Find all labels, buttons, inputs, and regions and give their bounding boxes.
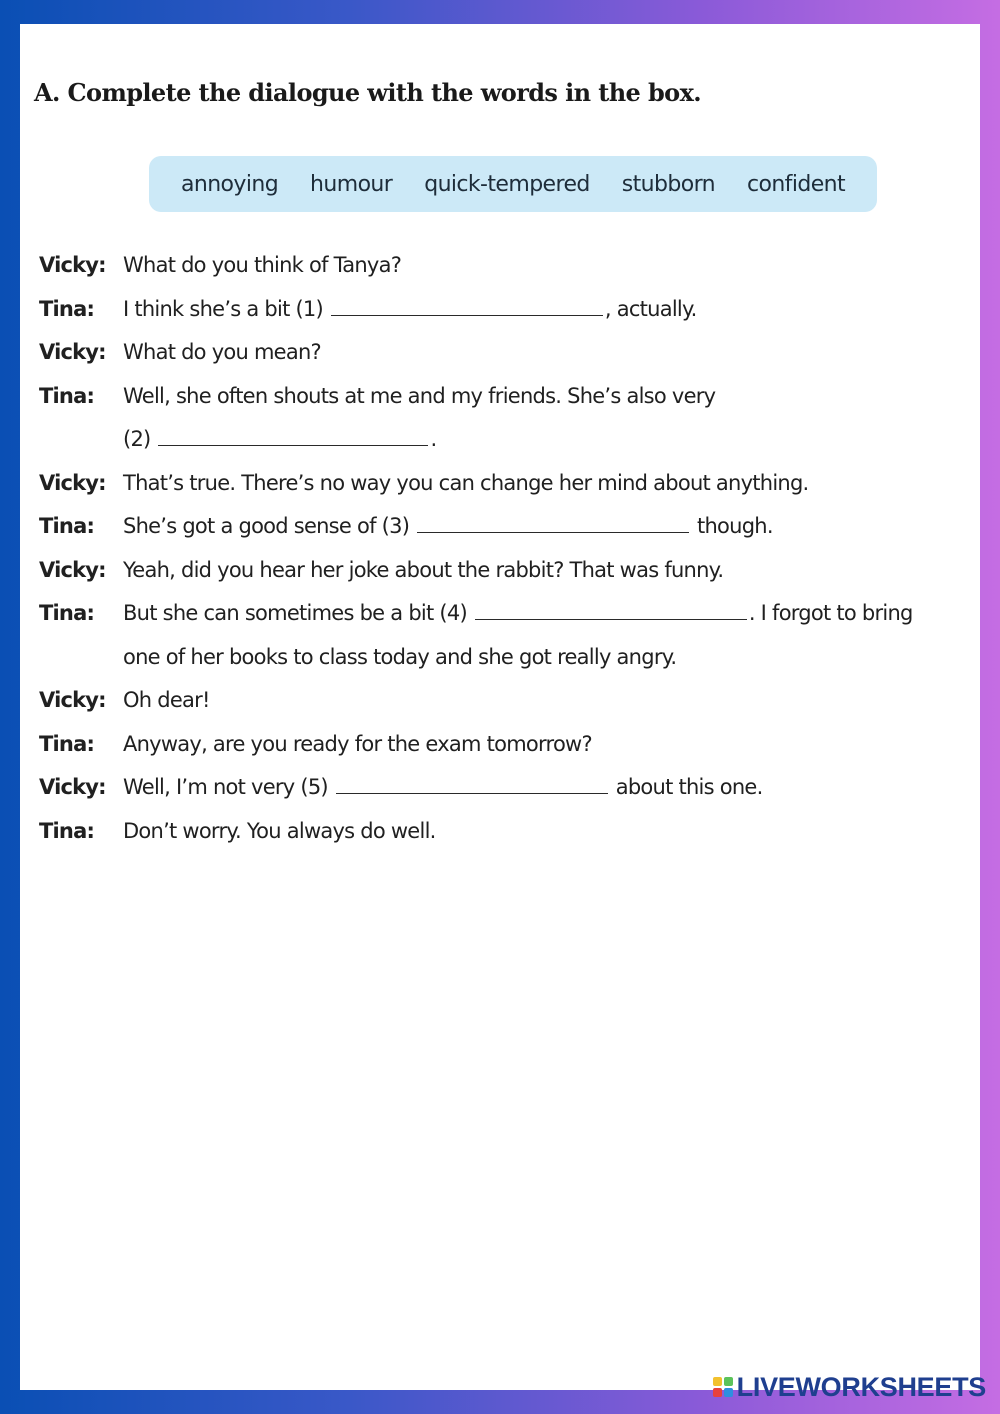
worksheet-page xyxy=(20,24,980,1390)
answer-blank-1[interactable] xyxy=(331,297,603,316)
dialogue-line xyxy=(39,592,969,636)
line-text: Yeah, did you hear her joke about the rabbit? That was funny. xyxy=(123,557,724,582)
line-text: I think she’s a bit (1) , actually. xyxy=(123,296,697,321)
line-text: Don’t worry. You always do well. xyxy=(123,818,436,843)
logo-text: LIVEWORKSHEETS xyxy=(736,1371,986,1402)
logo-square xyxy=(713,1388,722,1397)
logo-square xyxy=(724,1377,733,1386)
line-text: Anyway, are you ready for the exam tomorrow? xyxy=(123,731,592,756)
word-box xyxy=(149,156,877,212)
logo-square xyxy=(724,1388,733,1397)
word-box-item: humour xyxy=(310,171,393,197)
line-text: That’s true. There’s no way you can change her mind about anything. xyxy=(123,470,809,495)
answer-blank-4[interactable] xyxy=(475,601,747,620)
answer-blank-5[interactable] xyxy=(336,775,608,794)
dialogue-line xyxy=(39,810,969,854)
speaker-name: Tina: xyxy=(39,296,95,321)
speaker-name: Vicky: xyxy=(39,688,106,712)
word-box-item: annoying xyxy=(180,171,279,197)
exercise-title: A. Complete the dialogue with the words in the box. xyxy=(34,78,702,107)
speaker-name: Tina: xyxy=(39,514,95,538)
line-text: Well, I’m not very (5) about this one. xyxy=(123,775,763,799)
speaker-name: Tina: xyxy=(39,731,95,756)
dialogue-line xyxy=(39,288,969,332)
line-text: Well, she often shouts at me and my friends. She’s also very xyxy=(123,383,716,408)
dialogue-line xyxy=(39,331,969,375)
word-box-item: quick-tempered xyxy=(424,171,590,197)
line-text: Oh dear! xyxy=(123,688,210,712)
line-text: one of her books to class today and she got really angry. xyxy=(123,644,677,669)
dialogue-line xyxy=(39,418,969,462)
dialogue-line xyxy=(39,636,969,680)
liveworksheets-logo[interactable] xyxy=(713,1371,986,1402)
speaker-name: Tina: xyxy=(39,818,95,843)
word-box-item: stubborn xyxy=(621,171,715,197)
speaker-name: Vicky: xyxy=(39,557,106,582)
dialogue-line xyxy=(39,505,969,549)
answer-blank-2[interactable] xyxy=(158,427,428,446)
dialogue-line xyxy=(39,679,969,723)
dialogue-line xyxy=(39,375,969,419)
speaker-name: Vicky: xyxy=(39,340,106,364)
speaker-name: Tina: xyxy=(39,601,95,625)
line-text: What do you mean? xyxy=(123,340,321,364)
line-text: What do you think of Tanya? xyxy=(123,253,402,277)
answer-blank-3[interactable] xyxy=(417,514,689,533)
speaker-name: Tina: xyxy=(39,383,95,408)
dialogue-line xyxy=(39,549,969,593)
line-text: She’s got a good sense of (3) though. xyxy=(123,514,773,538)
line-text: But she can sometimes be a bit (4) . I forgot to bring xyxy=(123,601,913,625)
dialogue-line xyxy=(39,244,969,288)
logo-square xyxy=(713,1377,722,1386)
speaker-name: Vicky: xyxy=(39,253,106,277)
speaker-name: Vicky: xyxy=(39,775,106,799)
word-box-item: confident xyxy=(746,171,845,197)
liveworksheets-grid-icon xyxy=(713,1377,733,1397)
dialogue-line xyxy=(39,766,969,810)
dialogue xyxy=(39,244,969,853)
line-text: (2) . xyxy=(123,427,437,451)
speaker-name: Vicky: xyxy=(39,470,106,495)
dialogue-line xyxy=(39,723,969,767)
dialogue-line xyxy=(39,462,969,506)
